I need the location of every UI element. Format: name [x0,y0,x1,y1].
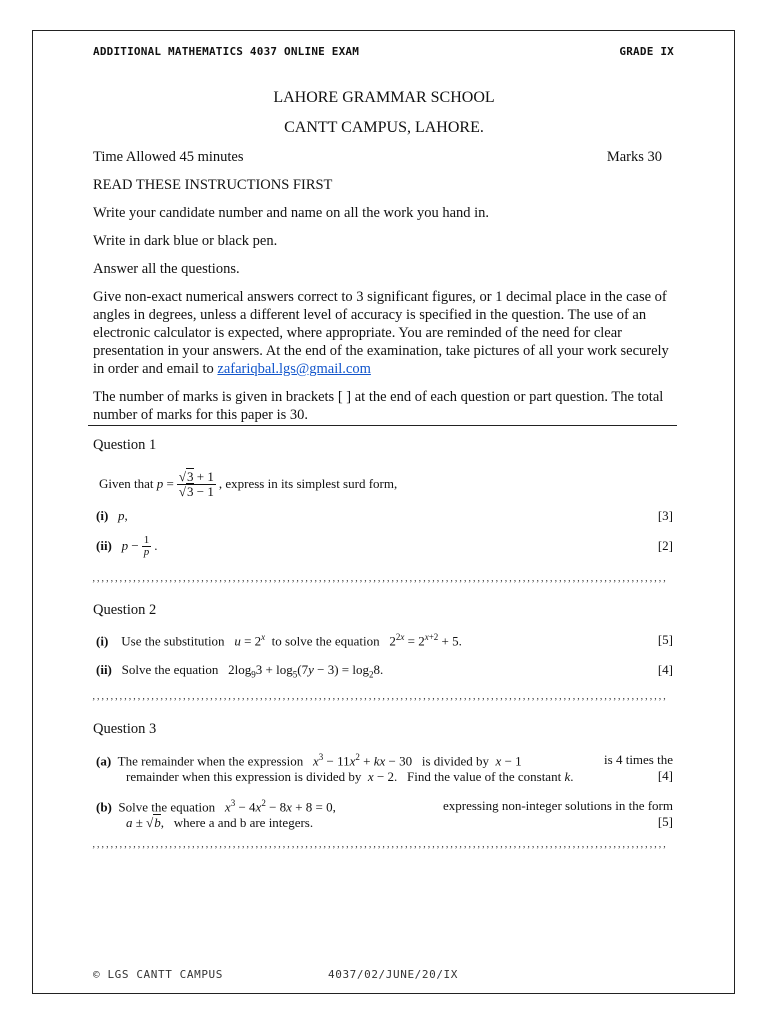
q3-a-text: remainder when this expression is divided by [126,769,362,785]
q2-i-text: Use the substitution [121,633,225,649]
part-label: (b) [96,799,112,815]
part-label: (a) [96,753,112,769]
q1-intro-text: express in its simplest surd form, [225,476,398,491]
instructions-paragraph [93,288,677,378]
question-3-title: Question 3 [93,721,157,737]
footer-paper-code: 4037/02/JUNE/20/IX [328,968,459,981]
q3-a-text: The remainder when the expression [117,753,304,769]
part-label: (i) [96,508,109,523]
q2-ii-text: Solve the equation [121,662,219,677]
q1-i-mark: [3] [657,508,673,523]
instruction-line: Write in dark blue or black pen. [93,233,278,249]
q1-intro-text: Given that [99,476,154,491]
dotted-separator: ‚‚‚‚‚‚‚‚‚‚‚‚‚‚‚‚‚‚‚‚‚‚‚‚‚‚‚‚‚‚‚‚‚‚‚‚‚‚‚‚‚‚‚‚‚‚‚‚‚‚‚‚‚‚‚‚‚‚‚‚‚‚‚‚‚‚‚‚‚‚‚‚‚‚‚‚‚‚‚‚‚‚‚‚‚‚‚‚‚‚‚‚‚‚‚‚‚‚‚‚‚‚‚‚‚‚‚‚‚‚‚‚‚‚‚‚‚‚‚‚‚‚‚‚‚‚‚ [92,692,668,702]
time-allowed: Time Allowed 45 minutes [93,149,244,165]
q2-part-i: (i) Use the substitution $u = 2^x$ to solve the equation $2^{2x} = 2^{x+2} + 5$. [96,632,462,649]
q3-b-text: Solve the equation [118,799,216,815]
q2-i-text: to solve the equation [271,633,380,649]
footer-copyright: © LGS CANTT CAMPUS [93,968,224,981]
total-marks: Marks 30 [606,149,662,165]
instruction-line: Answer all the questions. [93,261,240,277]
question-2-title: Question 2 [93,602,157,618]
q2-ii-mark: [4] [657,662,673,677]
email-link[interactable]: zafariqbal.lgs@gmail.com [217,361,371,377]
header-exam-title: ADDITIONAL MATHEMATICS 4037 ONLINE EXAM [93,45,360,58]
part-label: (i) [96,633,109,649]
instructions-heading: READ THESE INSTRUCTIONS FIRST [93,177,333,193]
surd-fraction: $\frac{√3 + 1}{√3 - 1}$ [178,468,214,499]
instructions-text: Give non-exact numerical answers correct to 3 significant figures, or 1 decimal place in the case of angles in degrees, unless a different level of accuracy is specified in the question. The use of an electronic calculator is expected, where appropriate. You are reminded of the need for clear presentation in your answers. At the end of the examination, take pictures of all your work securely in order and email to [93,289,669,377]
q1-ii-mark: [2] [657,538,673,553]
q3-a-text: is divided by [421,753,490,769]
q3-a-mark: [4] [657,768,673,783]
divider [88,425,677,426]
q3-part-a: (a) The remainder when the expression $x^3 - 11x^2$ + kx − 30 is divided by x − 1 is 4 times the remainder when this expression is divided by x − 2. Find the value of the constant k. [96,752,673,785]
q3-a-text: Find the value of the constant [407,769,562,785]
q2-part-ii: (ii) Solve the equation $2\log_93 + \log_5(7y - 3) = \log_28$. [96,662,384,680]
q3-a-text: is 4 times the [604,752,673,767]
question-1-title: Question 1 [93,437,157,453]
q3-part-b: (b) Solve the equation $x^3 - 4x^2 - 8x + 8 = 0$, expressing non-integer solutions in the form a ± √b, where a and b are integers. [96,798,673,831]
question-1-intro: Given that p = $\frac{√3 + 1}{√3 - 1}$ , express in its simplest surd form, [99,468,398,499]
instruction-line: Write your candidate number and name on all the work you hand in. [93,205,490,221]
part-label: (ii) [96,538,112,553]
dotted-separator: ‚‚‚‚‚‚‚‚‚‚‚‚‚‚‚‚‚‚‚‚‚‚‚‚‚‚‚‚‚‚‚‚‚‚‚‚‚‚‚‚‚‚‚‚‚‚‚‚‚‚‚‚‚‚‚‚‚‚‚‚‚‚‚‚‚‚‚‚‚‚‚‚‚‚‚‚‚‚‚‚‚‚‚‚‚‚‚‚‚‚‚‚‚‚‚‚‚‚‚‚‚‚‚‚‚‚‚‚‚‚‚‚‚‚‚‚‚‚‚‚‚‚‚‚‚‚‚ [92,840,668,850]
school-name: LAHORE GRAMMAR SCHOOL [273,89,495,106]
q1-part-ii: (ii) p − $\frac{1}{p}$ . [96,533,158,558]
header-grade: GRADE IX [619,45,674,58]
q2-i-mark: [5] [657,632,673,647]
q3-b-mark: [5] [657,814,673,829]
marks-note: The number of marks is given in brackets [ ] at the end of each question or part question. The total number of marks for this paper is 30. [93,389,664,423]
q1-part-i: (i) p, [96,508,128,523]
q3-b-text: where a and b are integers. [173,815,314,831]
dotted-separator: ‚‚‚‚‚‚‚‚‚‚‚‚‚‚‚‚‚‚‚‚‚‚‚‚‚‚‚‚‚‚‚‚‚‚‚‚‚‚‚‚‚‚‚‚‚‚‚‚‚‚‚‚‚‚‚‚‚‚‚‚‚‚‚‚‚‚‚‚‚‚‚‚‚‚‚‚‚‚‚‚‚‚‚‚‚‚‚‚‚‚‚‚‚‚‚‚‚‚‚‚‚‚‚‚‚‚‚‚‚‚‚‚‚‚‚‚‚‚‚‚‚‚‚‚‚‚‚ [92,574,668,584]
part-label: (ii) [96,662,112,677]
q3-b-text: expressing non-integer solutions in the form [443,798,673,813]
school-campus: CANTT CAMPUS, LAHORE. [284,119,484,136]
